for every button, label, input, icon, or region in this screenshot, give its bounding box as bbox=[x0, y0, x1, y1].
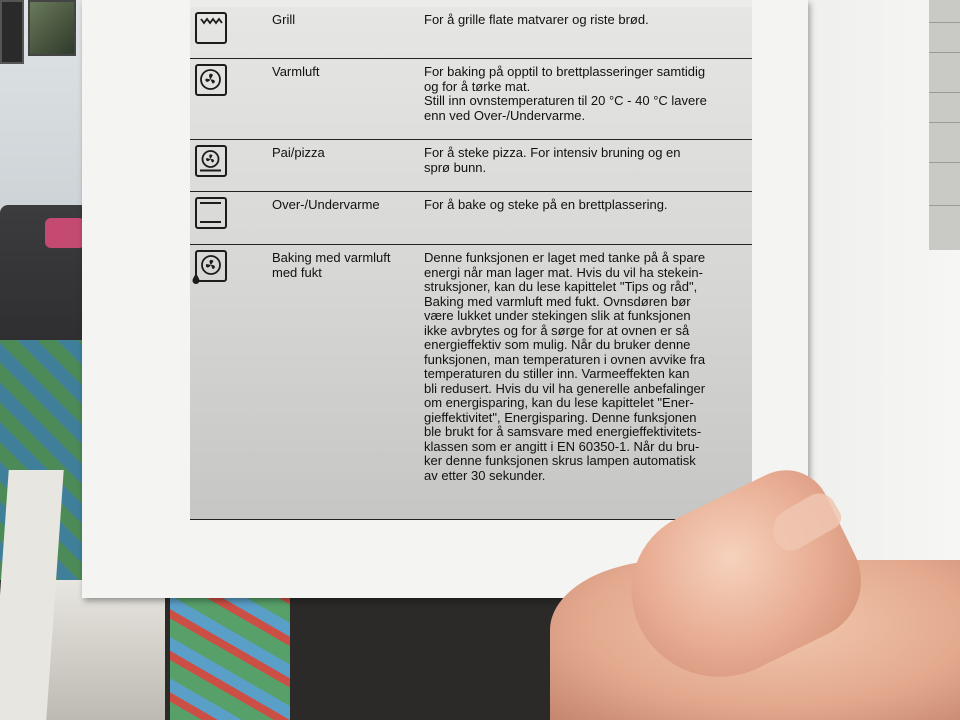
description-line: av etter 30 sekunder. bbox=[424, 467, 546, 483]
table-line bbox=[929, 162, 960, 163]
description-line: bli redusert. Hvis du vil ha generelle anbefalinger bbox=[424, 380, 706, 396]
background-pillow bbox=[45, 218, 85, 248]
wall-picture-frame bbox=[0, 0, 24, 64]
description-line: temperaturen du stiller inn. Varmeeffekten kan bbox=[424, 366, 690, 381]
description-line: ker denne funksjonen skrus lampen automatisk bbox=[424, 453, 696, 468]
top-bottom-heat-icon bbox=[195, 197, 227, 229]
function-name-line: med fukt bbox=[272, 264, 322, 280]
description-line: om energisparing, kan du lese kapittelet "Ener- bbox=[424, 395, 694, 410]
function-description bbox=[424, 7, 752, 58]
function-name-line: Baking med varmluft bbox=[272, 250, 391, 265]
function-name-line: Varmluft bbox=[272, 64, 320, 79]
description-line: Baking med varmluft med fukt. Ovnsdøren bør bbox=[424, 293, 691, 309]
function-icon-cell bbox=[190, 7, 272, 58]
background-play-mat bbox=[170, 592, 290, 720]
oven-function-table bbox=[190, 7, 752, 520]
description-line: ble brukt for å samsvare med energieffektivitets- bbox=[424, 424, 702, 439]
function-name-line: Over-/Undervarme bbox=[272, 197, 380, 212]
right-page-table-strip bbox=[929, 0, 960, 250]
description-line: For baking på opptil to brettplasseringer samtidig bbox=[424, 64, 706, 79]
description-line: For å bake og steke på en brettplassering. bbox=[424, 197, 668, 212]
fan-icon bbox=[195, 64, 227, 96]
table-row bbox=[190, 7, 752, 58]
description-line: funksjonen, man temperaturen i ovnen avvike fra bbox=[424, 351, 706, 367]
function-description bbox=[424, 59, 752, 139]
description-line: energi når man lager mat. Hvis du vil ha stekein- bbox=[424, 264, 703, 280]
description-line: ikke avbrytes og for å sørge for at ovnen er så bbox=[424, 322, 690, 338]
description-line: energieffektiv som mulig. Når du bruker denne bbox=[424, 337, 691, 352]
table-line bbox=[929, 205, 960, 206]
wall-picture-frame bbox=[28, 0, 76, 56]
table-row bbox=[190, 139, 752, 191]
function-icon-cell bbox=[190, 140, 272, 191]
grill-icon bbox=[195, 12, 227, 44]
description-line: være lukket under stekingen slik at funksjonen bbox=[424, 308, 691, 323]
function-name bbox=[272, 140, 424, 191]
description-line: og for å tørke mat. bbox=[424, 78, 531, 94]
description-line: struksjoner, kan du lese kapittelet "Tips og råd", bbox=[424, 279, 698, 294]
description-line: klassen som er angitt i EN 60350-1. Når du bru- bbox=[424, 438, 700, 454]
description-line: For å steke pizza. For intensiv bruning og en bbox=[424, 145, 681, 160]
description-line: enn ved Over-/Undervarme. bbox=[424, 107, 586, 123]
function-name-line: Grill bbox=[272, 12, 296, 27]
description-line: sprø bunn. bbox=[424, 159, 487, 175]
fan-bottom-heat-icon bbox=[195, 145, 227, 177]
table-row bbox=[190, 58, 752, 139]
table-line bbox=[929, 92, 960, 93]
description-line: For å grille flate matvarer og riste brød. bbox=[424, 12, 649, 27]
function-description bbox=[424, 140, 752, 191]
description-line: Still inn ovnstemperaturen til 20 °C - 40 °C lavere bbox=[424, 93, 707, 108]
function-icon-cell bbox=[190, 245, 272, 519]
function-name bbox=[272, 192, 424, 244]
function-name bbox=[272, 245, 424, 519]
description-line: Denne funksjonen er laget med tanke på å spare bbox=[424, 250, 706, 265]
function-description bbox=[424, 245, 752, 519]
function-icon-cell bbox=[190, 59, 272, 139]
function-name-line: Pai/pizza bbox=[272, 145, 325, 160]
fan-moisture-icon bbox=[195, 250, 227, 282]
function-icon-cell bbox=[190, 192, 272, 244]
table-row bbox=[190, 191, 752, 244]
table-row bbox=[190, 244, 752, 519]
description-line: gieffektivitet", Energisparing. Denne funksjonen bbox=[424, 409, 697, 425]
table-line bbox=[929, 22, 960, 23]
table-line bbox=[929, 122, 960, 123]
table-line bbox=[929, 52, 960, 53]
function-description bbox=[424, 192, 752, 244]
function-name bbox=[272, 7, 424, 58]
function-name bbox=[272, 59, 424, 139]
